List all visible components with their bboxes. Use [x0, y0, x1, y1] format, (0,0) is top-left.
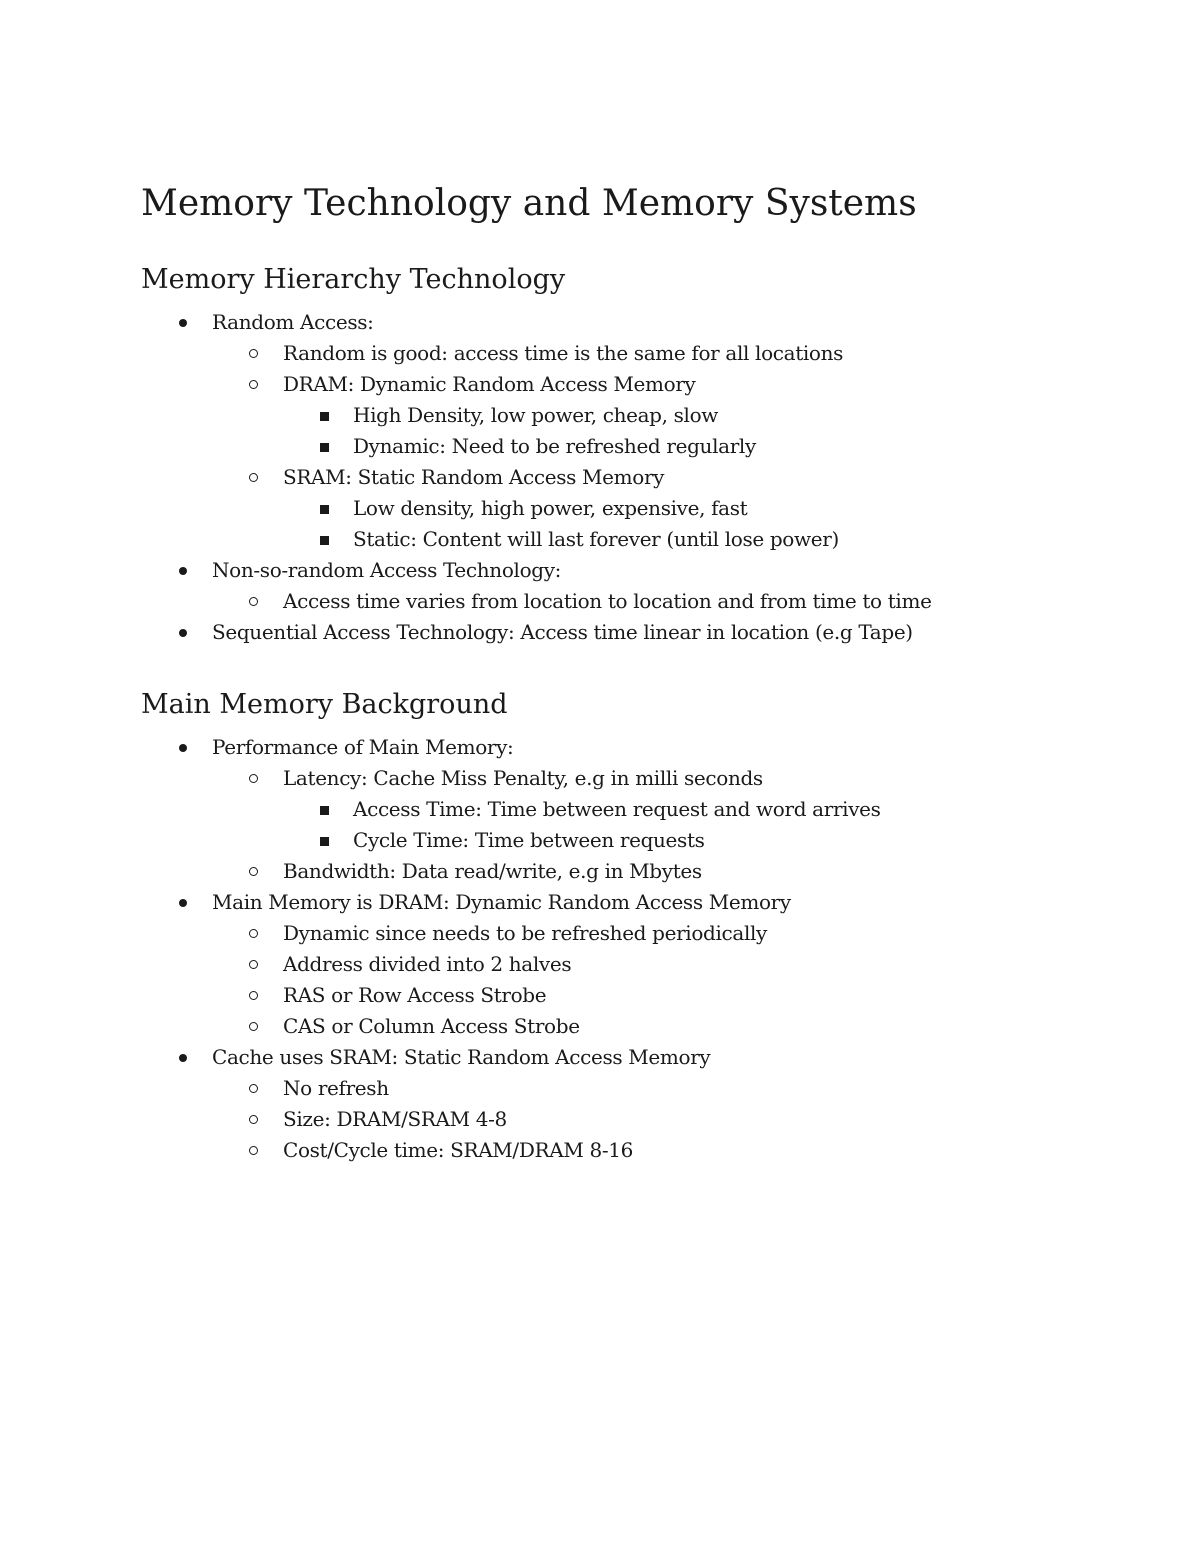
list-item-level-2: [0, 1135, 1200, 1166]
hollow-circle-bullet-icon: [249, 1084, 258, 1093]
list-item-text: Low density, high power, expensive, fast: [353, 496, 748, 520]
list-item-level-2: [0, 586, 1200, 617]
list-item-level-1: [0, 555, 1200, 586]
hollow-circle-bullet-icon: [249, 473, 258, 482]
list-item-text: Non-so-random Access Technology:: [212, 558, 562, 582]
list-item-level-2: [0, 980, 1200, 1011]
list-item-text: Bandwidth: Data read/write, e.g in Mbytes: [283, 859, 702, 883]
section-heading-memory-hierarchy: Memory Hierarchy Technology: [141, 264, 566, 295]
hollow-circle-bullet-icon: [249, 991, 258, 1000]
hollow-circle-bullet-icon: [249, 774, 258, 783]
list-item-level-1: [0, 617, 1200, 648]
square-bullet-icon: [320, 837, 329, 846]
hollow-circle-bullet-icon: [249, 929, 258, 938]
list-item-level-2: [0, 462, 1200, 493]
list-item-text: Size: DRAM/SRAM 4-8: [283, 1107, 507, 1131]
filled-circle-bullet-icon: [179, 899, 187, 907]
square-bullet-icon: [320, 536, 329, 545]
filled-circle-bullet-icon: [179, 1054, 187, 1062]
hollow-circle-bullet-icon: [249, 1146, 258, 1155]
list-item-level-1: [0, 887, 1200, 918]
hollow-circle-bullet-icon: [249, 380, 258, 389]
list-item-text: RAS or Row Access Strobe: [283, 983, 547, 1007]
square-bullet-icon: [320, 505, 329, 514]
list-item-level-3: [0, 400, 1200, 431]
list-item-text: Latency: Cache Miss Penalty, e.g in milli seconds: [283, 766, 763, 790]
list-item-text: Access time varies from location to location and from time to time: [283, 589, 932, 613]
list-item-level-3: [0, 431, 1200, 462]
list-item-level-3: [0, 493, 1200, 524]
list-item-text: High Density, low power, cheap, slow: [353, 403, 719, 427]
section-heading-main-memory: Main Memory Background: [141, 689, 508, 720]
hollow-circle-bullet-icon: [249, 1022, 258, 1031]
list-item-text: Dynamic: Need to be refreshed regularly: [353, 434, 756, 458]
list-item-text: Access Time: Time between request and word arrives: [353, 797, 881, 821]
list-item-text: Main Memory is DRAM: Dynamic Random Access Memory: [212, 890, 791, 914]
square-bullet-icon: [320, 443, 329, 452]
square-bullet-icon: [320, 806, 329, 815]
list-item-text: Random is good: access time is the same for all locations: [283, 341, 844, 365]
filled-circle-bullet-icon: [179, 319, 187, 327]
list-item-level-2: [0, 338, 1200, 369]
hollow-circle-bullet-icon: [249, 1115, 258, 1124]
bullet-list-main-memory: [0, 732, 1200, 1166]
list-item-level-2: [0, 1011, 1200, 1042]
list-item-text: Cache uses SRAM: Static Random Access Memory: [212, 1045, 711, 1069]
list-item-text: Cost/Cycle time: SRAM/DRAM 8-16: [283, 1138, 633, 1162]
list-item-level-2: [0, 763, 1200, 794]
list-item-level-2: [0, 918, 1200, 949]
filled-circle-bullet-icon: [179, 744, 187, 752]
hollow-circle-bullet-icon: [249, 867, 258, 876]
list-item-text: Performance of Main Memory:: [212, 735, 514, 759]
list-item-text: DRAM: Dynamic Random Access Memory: [283, 372, 696, 396]
list-item-level-2: [0, 856, 1200, 887]
hollow-circle-bullet-icon: [249, 597, 258, 606]
list-item-text: Cycle Time: Time between requests: [353, 828, 705, 852]
filled-circle-bullet-icon: [179, 629, 187, 637]
list-item-text: Dynamic since needs to be refreshed periodically: [283, 921, 767, 945]
list-item-level-2: [0, 1104, 1200, 1135]
hollow-circle-bullet-icon: [249, 960, 258, 969]
list-item-level-1: [0, 732, 1200, 763]
list-item-level-1: [0, 307, 1200, 338]
list-item-level-2: [0, 369, 1200, 400]
list-item-level-2: [0, 1073, 1200, 1104]
list-item-text: Random Access:: [212, 310, 374, 334]
square-bullet-icon: [320, 412, 329, 421]
document-title: Memory Technology and Memory Systems: [141, 183, 917, 224]
filled-circle-bullet-icon: [179, 567, 187, 575]
list-item-level-3: [0, 794, 1200, 825]
list-item-text: CAS or Column Access Strobe: [283, 1014, 580, 1038]
list-item-level-2: [0, 949, 1200, 980]
bullet-list-memory-hierarchy: [0, 307, 1200, 648]
list-item-text: No refresh: [283, 1076, 389, 1100]
hollow-circle-bullet-icon: [249, 349, 258, 358]
list-item-level-3: [0, 825, 1200, 856]
list-item-level-1: [0, 1042, 1200, 1073]
list-item-text: Sequential Access Technology: Access time linear in location (e.g Tape): [212, 620, 913, 644]
list-item-text: Address divided into 2 halves: [283, 952, 572, 976]
list-item-text: SRAM: Static Random Access Memory: [283, 465, 665, 489]
list-item-level-3: [0, 524, 1200, 555]
list-item-text: Static: Content will last forever (until lose power): [353, 527, 839, 551]
